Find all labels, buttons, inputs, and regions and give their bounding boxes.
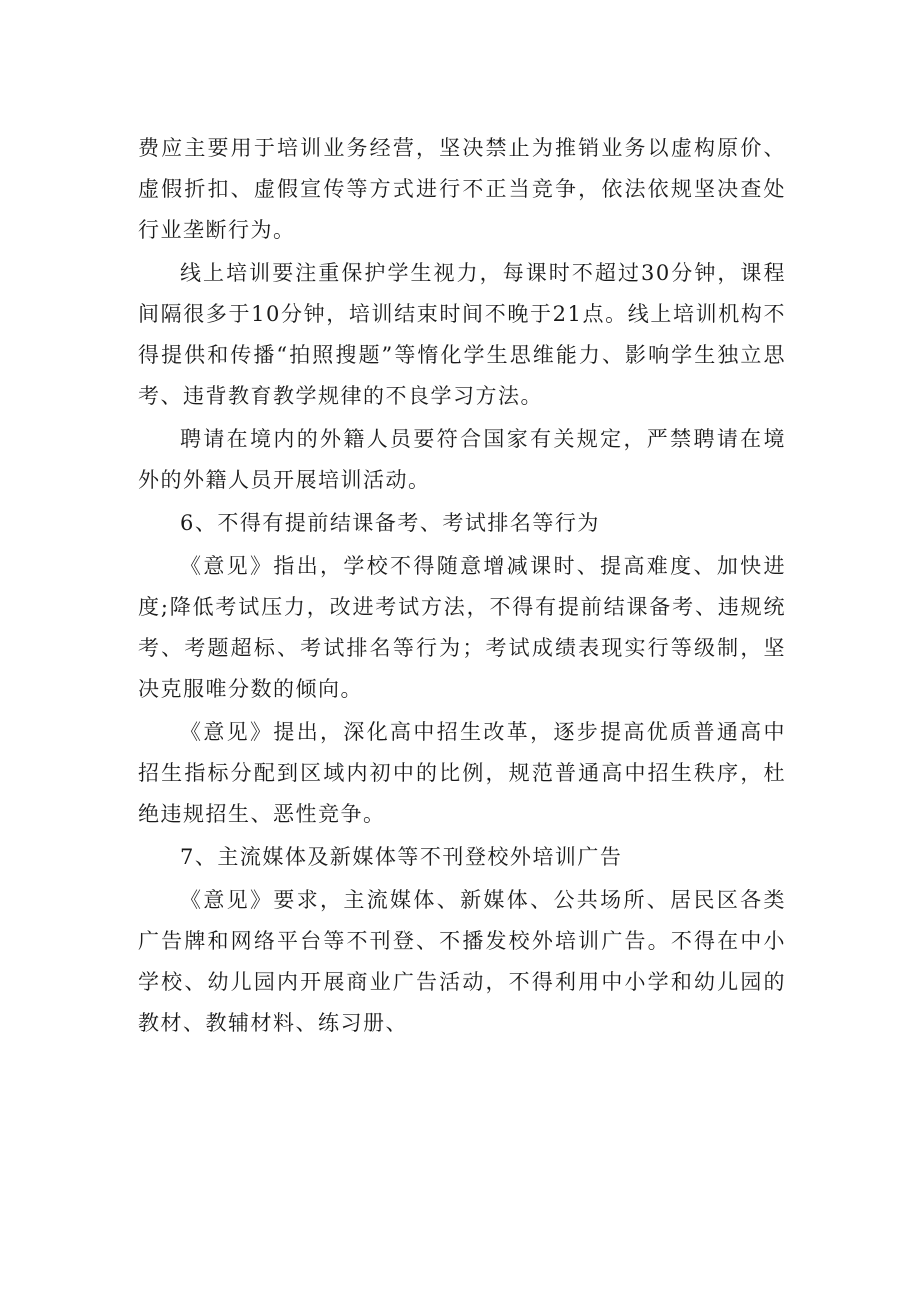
section-heading-7: 7、主流媒体及新媒体等不刊登校外培训广告 [180,845,623,869]
paragraph-exam-rules: 《意见》指出，学校不得随意增减课时、提高难度、加快进度;降低考试压力，改进考试方法，不得有提前结课备考、违规统考、考题超标、考试排名等行为；考试成绩表现实行等级制，坚决克服唯分数的倾向。 [138,554,786,701]
paragraph-online-training: 线上培训要注重保护学生视力，每课时不超过30分钟，课程间隔很多于10分钟，培训结束时间不晚于21点。线上培训机构不得提供和传播“拍照搜题”等惰化学生思维能力、影响学生独立思考、违背教育教学规律的不良学习方法。 [138,261,786,408]
section-heading-6: 6、不得有提前结课备考、考试排名等行为 [180,511,600,535]
paragraph-advertising-ban: 《意见》要求，主流媒体、新媒体、公共场所、居民区各类广告牌和网络平台等不刊登、不播发校外培训广告。不得在中小学校、幼儿园内开展商业广告活动，不得利用中小学和幼儿园的教材、教辅材料、练习册、 [138,888,786,1035]
document-body [138,128,786,1044]
paragraph-high-school-enrollment: 《意见》提出，深化高中招生改革，逐步提高优质普通高中招生指标分配到区域内初中的比例，规范普通高中招生秩序，杜绝违规招生、恶性竞争。 [138,720,786,826]
paragraph-training-fees: 费应主要用于培训业务经营，坚决禁止为推销业务以虚构原价、虚假折扣、虚假宣传等方式进行不正当竞争，依法依规坚决查处行业垄断行为。 [138,136,786,242]
paragraph-foreign-staff: 聘请在境内的外籍人员要符合国家有关规定，严禁聘请在境外的外籍人员开展培训活动。 [138,427,786,492]
